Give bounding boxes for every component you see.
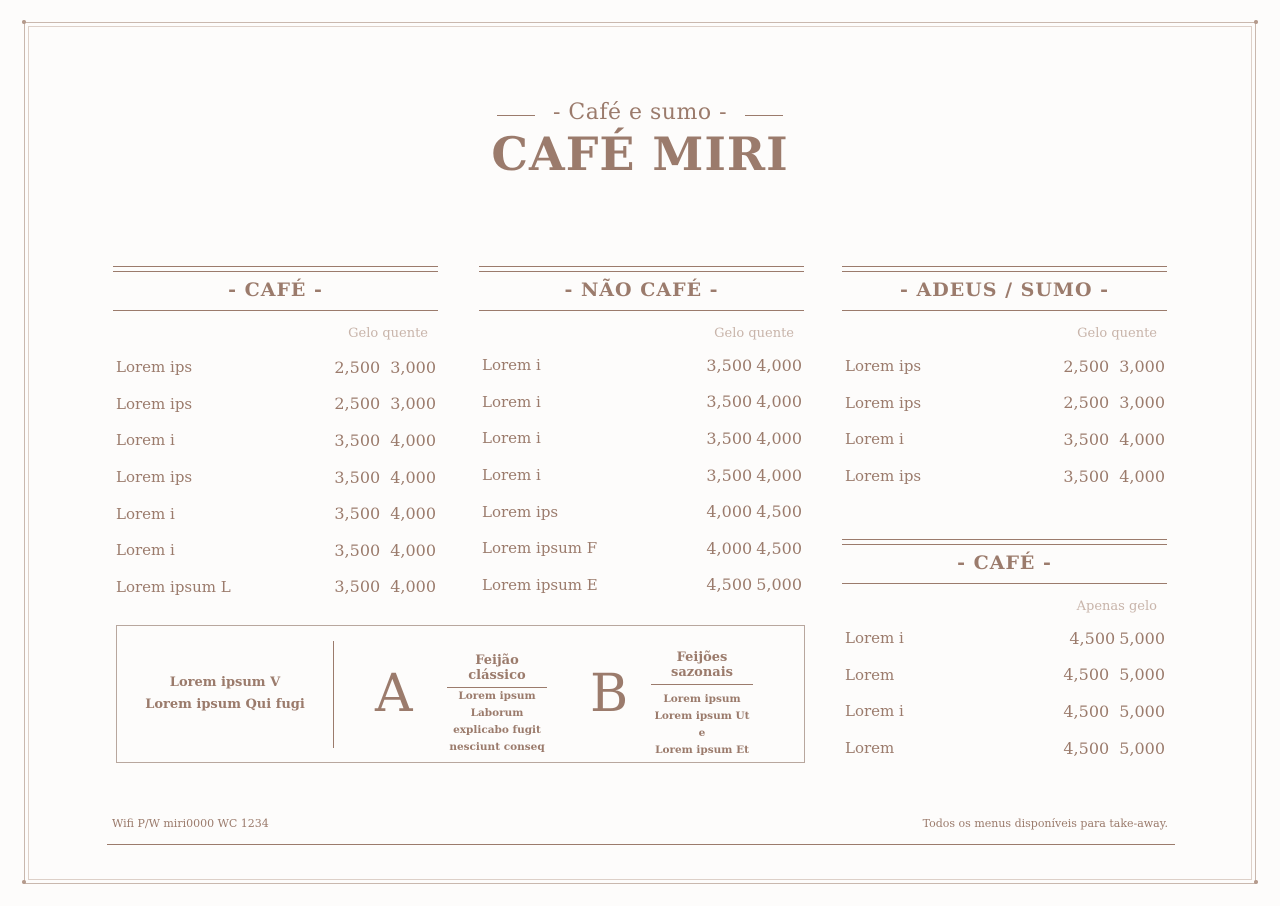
price-hot: 5,000: [756, 575, 802, 595]
price-ice: 2,500: [1063, 393, 1110, 413]
price-hot: 4,000: [756, 355, 802, 375]
menu-item: [842, 348, 1167, 385]
price-hot: 4,000: [390, 540, 436, 560]
menu-item: [842, 693, 1167, 730]
footer-rule: [107, 844, 1175, 845]
price-hot: 3,000: [390, 357, 436, 377]
price-hot: 3,000: [390, 394, 436, 414]
price-hot: 4,500: [756, 538, 802, 558]
price-hot: 5,000: [1119, 665, 1165, 685]
item-name: Lorem ips: [482, 502, 559, 521]
corner-ornament: [1254, 880, 1258, 884]
menu-item: [842, 730, 1167, 767]
item-prices: [706, 539, 802, 558]
item-prices: [334, 541, 436, 560]
promo-block-line: Lorem ipsum: [458, 690, 536, 702]
promo-divider: [333, 641, 334, 748]
menu-subtitle: - Café e sumo -: [552, 100, 728, 125]
price-ice: 3,500: [706, 465, 753, 485]
section-title: - NÃO CAFÉ -: [479, 272, 804, 311]
column-header: Gelo quente: [714, 326, 794, 341]
price-ice: 3,500: [1063, 429, 1110, 449]
promo-left-line: Lorem ipsum V: [169, 674, 281, 690]
menu-item: [842, 385, 1167, 422]
section-cafe-ice: [842, 539, 1167, 766]
item-prices: [1063, 739, 1165, 758]
item-name: Lorem i: [482, 356, 541, 375]
promo-block-line: Lorem ipsum: [663, 693, 741, 705]
item-name: Lorem i: [116, 431, 175, 450]
item-name: Lorem i: [845, 430, 904, 449]
item-name: Lorem i: [482, 429, 541, 448]
price-hot: 4,000: [756, 465, 802, 485]
subtitle-rule-left: [497, 115, 535, 116]
corner-ornament: [22, 880, 26, 884]
promo-left: [117, 626, 333, 761]
item-prices: [334, 358, 436, 377]
price-ice: 3,500: [1063, 466, 1110, 486]
item-prices: [1063, 467, 1165, 486]
price-hot: 5,000: [1119, 738, 1165, 758]
promo-letter-a: A: [375, 664, 413, 724]
price-ice: 4,500: [1069, 628, 1116, 648]
item-name: Lorem ips: [116, 468, 193, 487]
price-ice: 3,500: [334, 540, 381, 560]
price-hot: 4,000: [1119, 466, 1165, 486]
item-prices: [334, 504, 436, 523]
menu-item: [842, 421, 1167, 458]
menu-item: [479, 567, 804, 604]
price-ice: 4,500: [706, 575, 753, 595]
price-hot: 4,000: [756, 392, 802, 412]
item-name: Lorem ips: [845, 393, 922, 412]
menu-item: [479, 420, 804, 457]
price-ice: 4,500: [1063, 738, 1110, 758]
promo-block-line: Lorem ipsum Ut e: [654, 710, 750, 739]
menu-item: [113, 386, 438, 423]
promo-block-line: explicabo fugit: [453, 724, 541, 736]
footer-takeaway-note: Todos os menus disponíveis para take-away.: [922, 817, 1168, 830]
price-ice: 4,500: [1063, 665, 1110, 685]
price-ice: 3,500: [334, 430, 381, 450]
promo-letter-b: B: [590, 664, 629, 724]
promo-block-line: Laborum: [470, 707, 524, 719]
price-ice: 2,500: [334, 357, 381, 377]
subtitle-row: [0, 100, 1280, 125]
section-cafe: [113, 266, 438, 605]
item-prices: [334, 468, 436, 487]
item-name: Lorem ipsum E: [482, 575, 598, 594]
price-hot: 3,000: [1119, 393, 1165, 413]
promo-box: [116, 625, 805, 763]
menu-item: [842, 458, 1167, 495]
item-name: Lorem ips: [845, 357, 922, 376]
promo-left-line: Lorem ipsum Qui fugi: [145, 696, 305, 712]
item-prices: [1063, 430, 1165, 449]
price-ice: 3,500: [334, 577, 381, 597]
price-hot: 4,000: [756, 428, 802, 448]
menu-item: [842, 620, 1167, 657]
item-prices: [1063, 357, 1165, 376]
item-prices: [1069, 629, 1165, 648]
column-header: Gelo quente: [348, 326, 428, 341]
promo-block-line: Lorem ipsum Et: [655, 744, 749, 756]
price-hot: 4,000: [390, 430, 436, 450]
item-name: Lorem i: [116, 504, 175, 523]
item-name: Lorem i: [482, 466, 541, 485]
section-title: - CAFÉ -: [113, 272, 438, 311]
price-ice: 3,500: [706, 428, 753, 448]
price-ice: 3,500: [706, 392, 753, 412]
corner-ornament: [22, 20, 26, 24]
promo-block-line: nesciunt conseq: [449, 741, 545, 753]
item-name: Lorem ips: [116, 394, 193, 413]
item-prices: [706, 502, 802, 521]
price-hot: 4,000: [1119, 429, 1165, 449]
item-prices: [1063, 665, 1165, 684]
menu-item: [113, 569, 438, 606]
item-prices: [1063, 393, 1165, 412]
footer-wifi-info: Wifi P/W miri0000 WC 1234: [112, 817, 269, 830]
item-prices: [334, 394, 436, 413]
item-prices: [706, 429, 802, 448]
item-name: Lorem: [845, 739, 895, 758]
item-prices: [334, 431, 436, 450]
menu-item: [479, 347, 804, 384]
price-hot: 4,500: [756, 502, 802, 522]
section-adeus-sumo: [842, 266, 1167, 494]
item-name: Lorem i: [845, 702, 904, 721]
item-name: Lorem i: [116, 541, 175, 560]
price-hot: 5,000: [1119, 628, 1165, 648]
item-name: Lorem ipsum F: [482, 539, 598, 558]
promo-block-a: [447, 653, 547, 756]
menu-item: [479, 384, 804, 421]
menu-item: [113, 459, 438, 496]
price-hot: 4,000: [390, 504, 436, 524]
menu-item: [479, 530, 804, 567]
price-hot: 3,000: [1119, 356, 1165, 376]
item-prices: [706, 575, 802, 594]
menu-item: [842, 657, 1167, 694]
item-prices: [1063, 702, 1165, 721]
menu-item: [113, 349, 438, 386]
price-hot: 4,000: [390, 577, 436, 597]
item-name: Lorem ips: [116, 358, 193, 377]
price-ice: 4,000: [706, 538, 753, 558]
menu-item: [479, 457, 804, 494]
price-ice: 3,500: [706, 355, 753, 375]
menu-header: [0, 100, 1280, 181]
section-title: - CAFÉ -: [842, 545, 1167, 584]
item-list: [479, 347, 804, 603]
price-hot: 4,000: [390, 467, 436, 487]
item-list: [113, 349, 438, 605]
price-ice: 3,500: [334, 467, 381, 487]
menu-item: [113, 495, 438, 532]
item-name: Lorem i: [845, 629, 904, 648]
menu-item: [113, 532, 438, 569]
corner-ornament: [1254, 20, 1258, 24]
promo-block-title: Feijão clássico: [447, 653, 547, 688]
item-name: Lorem i: [482, 392, 541, 411]
item-name: Lorem: [845, 665, 895, 684]
item-prices: [334, 577, 436, 596]
item-prices: [706, 466, 802, 485]
menu-item: [113, 422, 438, 459]
price-hot: 5,000: [1119, 701, 1165, 721]
item-prices: [706, 356, 802, 375]
item-prices: [706, 392, 802, 411]
price-ice: 4,500: [1063, 701, 1110, 721]
menu-item: [479, 493, 804, 530]
menu-title: CAFÉ MIRI: [491, 127, 789, 181]
item-list: [842, 348, 1167, 494]
promo-block-title: Feijões sazonais: [651, 650, 753, 685]
column-header: Apenas gelo: [1076, 599, 1157, 614]
item-name: Lorem ips: [845, 467, 922, 486]
price-ice: 2,500: [334, 394, 381, 414]
column-header: Gelo quente: [1077, 326, 1157, 341]
promo-block-b: [651, 650, 753, 759]
price-ice: 4,000: [706, 502, 753, 522]
section-nao-cafe: [479, 266, 804, 603]
item-list: [842, 620, 1167, 766]
price-ice: 3,500: [334, 504, 381, 524]
item-name: Lorem ipsum L: [116, 577, 231, 596]
subtitle-rule-right: [745, 115, 783, 116]
section-title: - ADEUS / SUMO -: [842, 272, 1167, 311]
price-ice: 2,500: [1063, 356, 1110, 376]
